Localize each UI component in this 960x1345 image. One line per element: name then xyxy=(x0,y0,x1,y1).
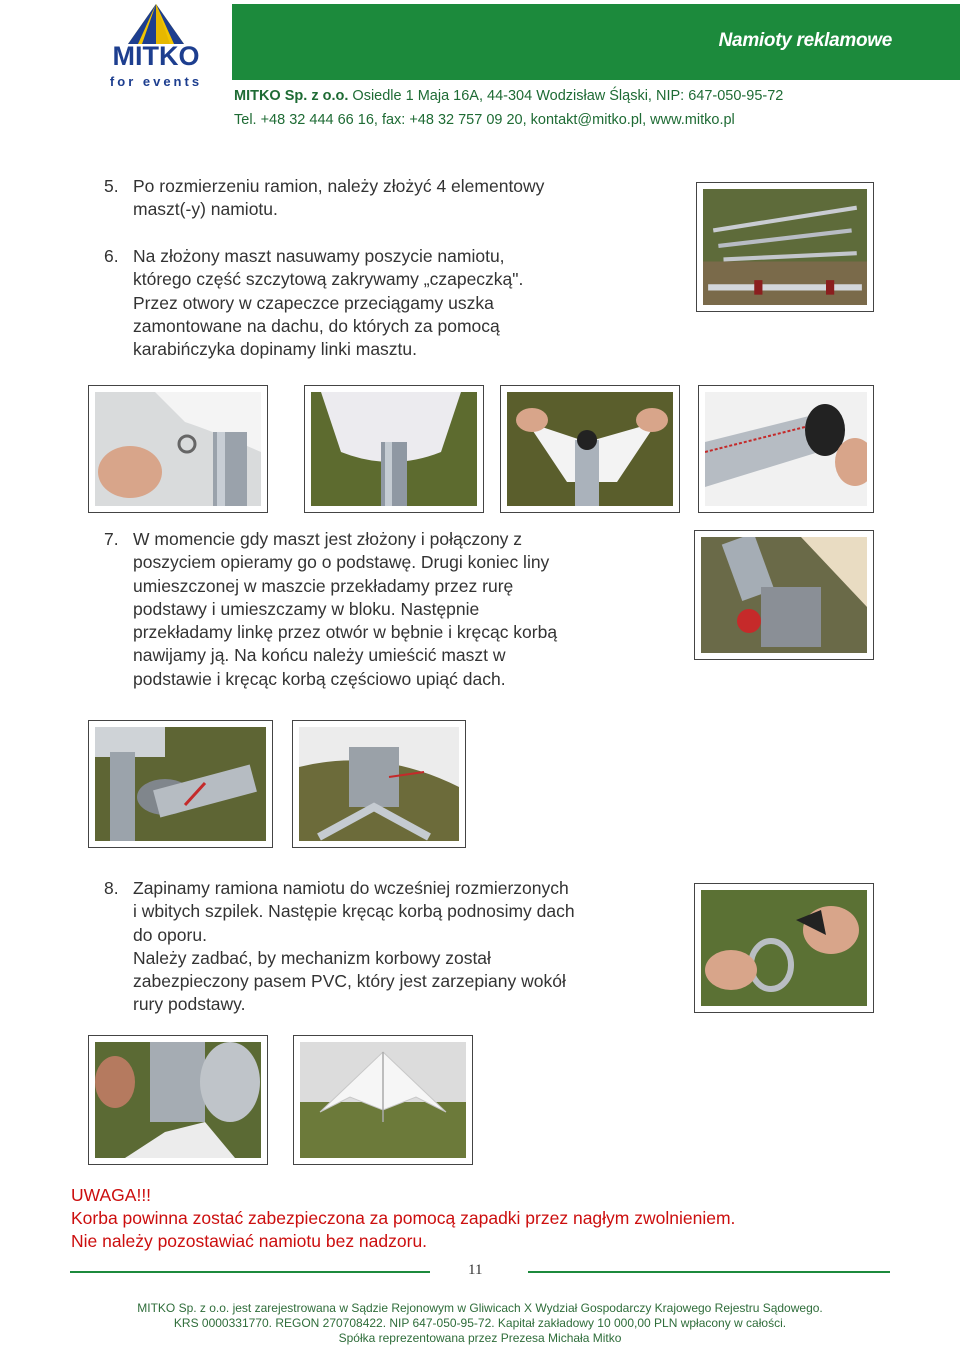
footer-rule-right xyxy=(528,1271,890,1273)
photo-attaching-cover xyxy=(500,385,680,513)
company-address xyxy=(234,88,783,104)
photo-base-pulley xyxy=(694,530,874,660)
step-7 xyxy=(104,528,684,691)
photo-cap-on-mast xyxy=(304,385,484,513)
photo-stake-ring xyxy=(694,883,874,1013)
header-banner xyxy=(232,4,960,80)
banner-tagline: Namioty reklamowe xyxy=(718,30,892,51)
step-5 xyxy=(104,175,664,222)
mitko-logo xyxy=(98,2,214,92)
step-line: podstawy i umieszczamy w bloku. Następnie xyxy=(133,598,480,619)
step-number: 5. xyxy=(104,176,119,196)
step-line: zamontowane na dachu, do których za pomocą xyxy=(133,315,500,336)
step-line: karabińczyka dopinamy linki masztu. xyxy=(133,339,418,360)
step-line: Zapinamy ramiona namiotu do wcześniej rozmierzonych xyxy=(133,878,569,898)
photo-mast-line xyxy=(698,385,874,513)
footer-krs: KRS 0000331770. REGON 270708422. NIP 647-050-95-72. Kapitał zakładowy 10 000,00 PLN wpłacony w całości. xyxy=(173,1316,787,1330)
photo-carabiner xyxy=(88,385,268,513)
step-line: Na złożony maszt nasuwamy poszycie namiotu, xyxy=(133,246,505,266)
footer-registration: MITKO Sp. z o.o. jest zarejestrowana w Sądzie Rejonowym w Gliwicach X Wydział Gospodarczy Krajowego Rejestru Sądowego. xyxy=(137,1301,823,1315)
step-line: przekładamy linkę przez otwór w bębnie i kręcąc korbą xyxy=(133,622,558,643)
step-line: Należy zadbać, by mechanizm korbowy został xyxy=(133,947,491,968)
page-number: 11 xyxy=(468,1262,483,1278)
photo-winch-drum xyxy=(88,720,273,848)
step-8 xyxy=(104,877,684,1017)
step-line: którego część szczytową zakrywamy „czapeczką". xyxy=(133,269,524,290)
step-line: W momencie gdy maszt jest złożony i połączony z xyxy=(133,529,523,549)
warning-line-1: Korba powinna zostać zabezpieczona za pomocą zapadki przez nagłym zwolnieniem. xyxy=(71,1208,736,1228)
step-number: 7. xyxy=(104,529,119,549)
step-line: podstawie i kręcąc korbą częściowo upiąć dach. xyxy=(133,668,506,689)
step-line: Przez otwory w czapeczce przeciągamy uszka xyxy=(133,292,494,313)
step-line: zabezpieczony pasem PVC, który jest zarzepiany wokół xyxy=(133,971,566,992)
step-line: poszyciem opieramy go o podstawę. Drugi koniec liny xyxy=(133,552,550,573)
photo-base-with-mast xyxy=(292,720,466,848)
logo-wordmark: MITKO xyxy=(112,41,200,71)
photo-mast-elements xyxy=(696,182,874,312)
footer-representative: Spółka reprezentowana przez Prezesa Michała Mitko xyxy=(338,1331,622,1345)
step-6 xyxy=(104,245,664,361)
step-line: i wbitych szpilek. Następie kręcąc korbą podnosimy dach xyxy=(133,901,575,922)
logo-tagline: for events xyxy=(109,74,203,89)
photo-erected-tent xyxy=(293,1035,473,1165)
step-line: umieszczonej w maszcie przekładamy przez rurę xyxy=(133,575,514,596)
step-number: 6. xyxy=(104,246,119,266)
company-address-text: Osiedle 1 Maja 16A, 44-304 Wodzisław Śląski, NIP: 647-050-95-72 xyxy=(352,88,784,104)
step-line: nawijamy ją. Na końcu należy umieścić maszt w xyxy=(133,645,506,666)
warning-title: UWAGA!!! xyxy=(71,1185,152,1205)
step-line: rury podstawy. xyxy=(133,994,246,1015)
step-line: Po rozmierzeniu ramion, należy złożyć 4 elementowy xyxy=(133,176,545,196)
company-contact: Tel. +48 32 444 66 16, fax: +48 32 757 09 20, kontakt@mitko.pl, www.mitko.pl xyxy=(234,112,735,128)
company-name: MITKO Sp. z o.o. xyxy=(234,88,349,104)
footer-rule-left xyxy=(70,1271,430,1273)
warning-line-2: Nie należy pozostawiać namiotu bez nadzoru. xyxy=(71,1231,428,1251)
step-line: do oporu. xyxy=(133,924,207,945)
photo-pvc-strap xyxy=(88,1035,268,1165)
step-line: maszt(-y) namiotu. xyxy=(133,199,278,220)
step-number: 8. xyxy=(104,878,119,898)
